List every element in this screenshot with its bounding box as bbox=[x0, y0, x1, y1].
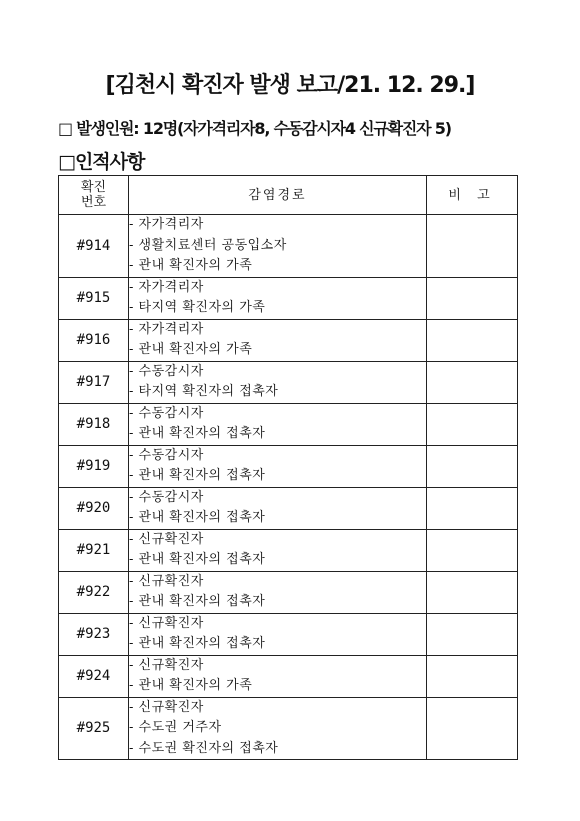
route-line: - 수도권 확진자의 접촉자 bbox=[129, 740, 279, 756]
infection-route bbox=[129, 613, 427, 655]
cases-table bbox=[58, 175, 518, 760]
route-line: - 수동감시자 bbox=[129, 489, 204, 505]
route-line: - 자가격리자 bbox=[129, 217, 204, 232]
header-case-number bbox=[59, 176, 129, 215]
table-row bbox=[59, 487, 518, 529]
case-number: #917 bbox=[59, 361, 129, 403]
case-number: #919 bbox=[59, 445, 129, 487]
route-line: - 신규확진자 bbox=[129, 615, 204, 631]
note-cell bbox=[427, 697, 518, 760]
infection-route bbox=[129, 529, 427, 571]
table-row bbox=[59, 445, 518, 487]
case-number: #922 bbox=[59, 571, 129, 613]
table-row bbox=[59, 319, 518, 361]
infection-route bbox=[129, 215, 427, 278]
route-line: - 관내 확진자의 접촉자 bbox=[129, 426, 266, 441]
route-line: - 타지역 확진자의 접촉자 bbox=[129, 384, 279, 399]
note-cell bbox=[427, 403, 518, 445]
route-line: - 신규확진자 bbox=[129, 573, 204, 589]
note-cell bbox=[427, 613, 518, 655]
table-row bbox=[59, 613, 518, 655]
case-number: #914 bbox=[59, 215, 129, 278]
table-row bbox=[59, 655, 518, 697]
route-line: - 관내 확진자의 접촉자 bbox=[129, 510, 266, 525]
infection-route bbox=[129, 403, 427, 445]
table-row bbox=[59, 697, 518, 760]
route-line: - 관내 확진자의 접촉자 bbox=[129, 552, 266, 567]
case-number: #925 bbox=[59, 697, 129, 760]
table-row bbox=[59, 215, 518, 278]
case-number: #916 bbox=[59, 319, 129, 361]
infection-route bbox=[129, 319, 427, 361]
route-line: - 관내 확진자의 접촉자 bbox=[129, 636, 266, 651]
note-cell bbox=[427, 277, 518, 319]
infection-route bbox=[129, 697, 427, 760]
route-line: - 신규확진자 bbox=[129, 531, 204, 547]
table-row bbox=[59, 403, 518, 445]
case-number: #923 bbox=[59, 613, 129, 655]
route-line: - 생활치료센터 공동입소자 bbox=[129, 237, 287, 253]
route-line: - 수동감시자 bbox=[129, 447, 204, 463]
infection-route bbox=[129, 571, 427, 613]
case-number: #918 bbox=[59, 403, 129, 445]
case-number: #920 bbox=[59, 487, 129, 529]
table-header-row bbox=[59, 176, 518, 215]
infection-route bbox=[129, 277, 427, 319]
route-line: - 관내 확진자의 접촉자 bbox=[129, 594, 266, 609]
header-case-number-line2: 번호 bbox=[80, 195, 107, 210]
summary-line: □ 발생인원: 12명(자가격리자8, 수동감시자4 신규확진자 5) bbox=[58, 119, 451, 138]
case-number: #915 bbox=[59, 277, 129, 319]
note-cell bbox=[427, 445, 518, 487]
table-body bbox=[59, 215, 518, 760]
route-line: - 수도권 거주자 bbox=[129, 720, 222, 735]
route-line: - 자가격리자 bbox=[129, 279, 204, 295]
header-case-number-line1: 확진 bbox=[80, 180, 107, 195]
route-line: - 수동감시자 bbox=[129, 363, 204, 379]
section-heading: □인적사항 bbox=[58, 151, 145, 173]
route-line: - 관내 확진자의 가족 bbox=[129, 342, 253, 357]
header-note: 비 고 bbox=[427, 176, 518, 215]
note-cell bbox=[427, 655, 518, 697]
header-infection-route: 감염경로 bbox=[129, 176, 427, 215]
note-cell bbox=[427, 215, 518, 278]
note-cell bbox=[427, 487, 518, 529]
infection-route bbox=[129, 445, 427, 487]
route-line: - 타지역 확진자의 가족 bbox=[129, 300, 266, 315]
route-line: - 관내 확진자의 가족 bbox=[129, 678, 253, 693]
route-line: - 자가격리자 bbox=[129, 321, 204, 337]
table-row bbox=[59, 571, 518, 613]
route-line: - 수동감시자 bbox=[129, 405, 204, 421]
infection-route bbox=[129, 487, 427, 529]
case-number: #924 bbox=[59, 655, 129, 697]
note-cell bbox=[427, 529, 518, 571]
route-line: - 관내 확진자의 가족 bbox=[129, 258, 253, 273]
case-number: #921 bbox=[59, 529, 129, 571]
table-row bbox=[59, 361, 518, 403]
table-row bbox=[59, 529, 518, 571]
route-line: - 관내 확진자의 접촉자 bbox=[129, 468, 266, 483]
route-line: - 신규확진자 bbox=[129, 699, 204, 715]
table-row bbox=[59, 277, 518, 319]
infection-route bbox=[129, 655, 427, 697]
note-cell bbox=[427, 319, 518, 361]
document-title: [김천시 확진자 발생 보고/21. 12. 29.] bbox=[105, 73, 475, 98]
note-cell bbox=[427, 571, 518, 613]
infection-route bbox=[129, 361, 427, 403]
route-line: - 신규확진자 bbox=[129, 657, 204, 673]
note-cell bbox=[427, 361, 518, 403]
